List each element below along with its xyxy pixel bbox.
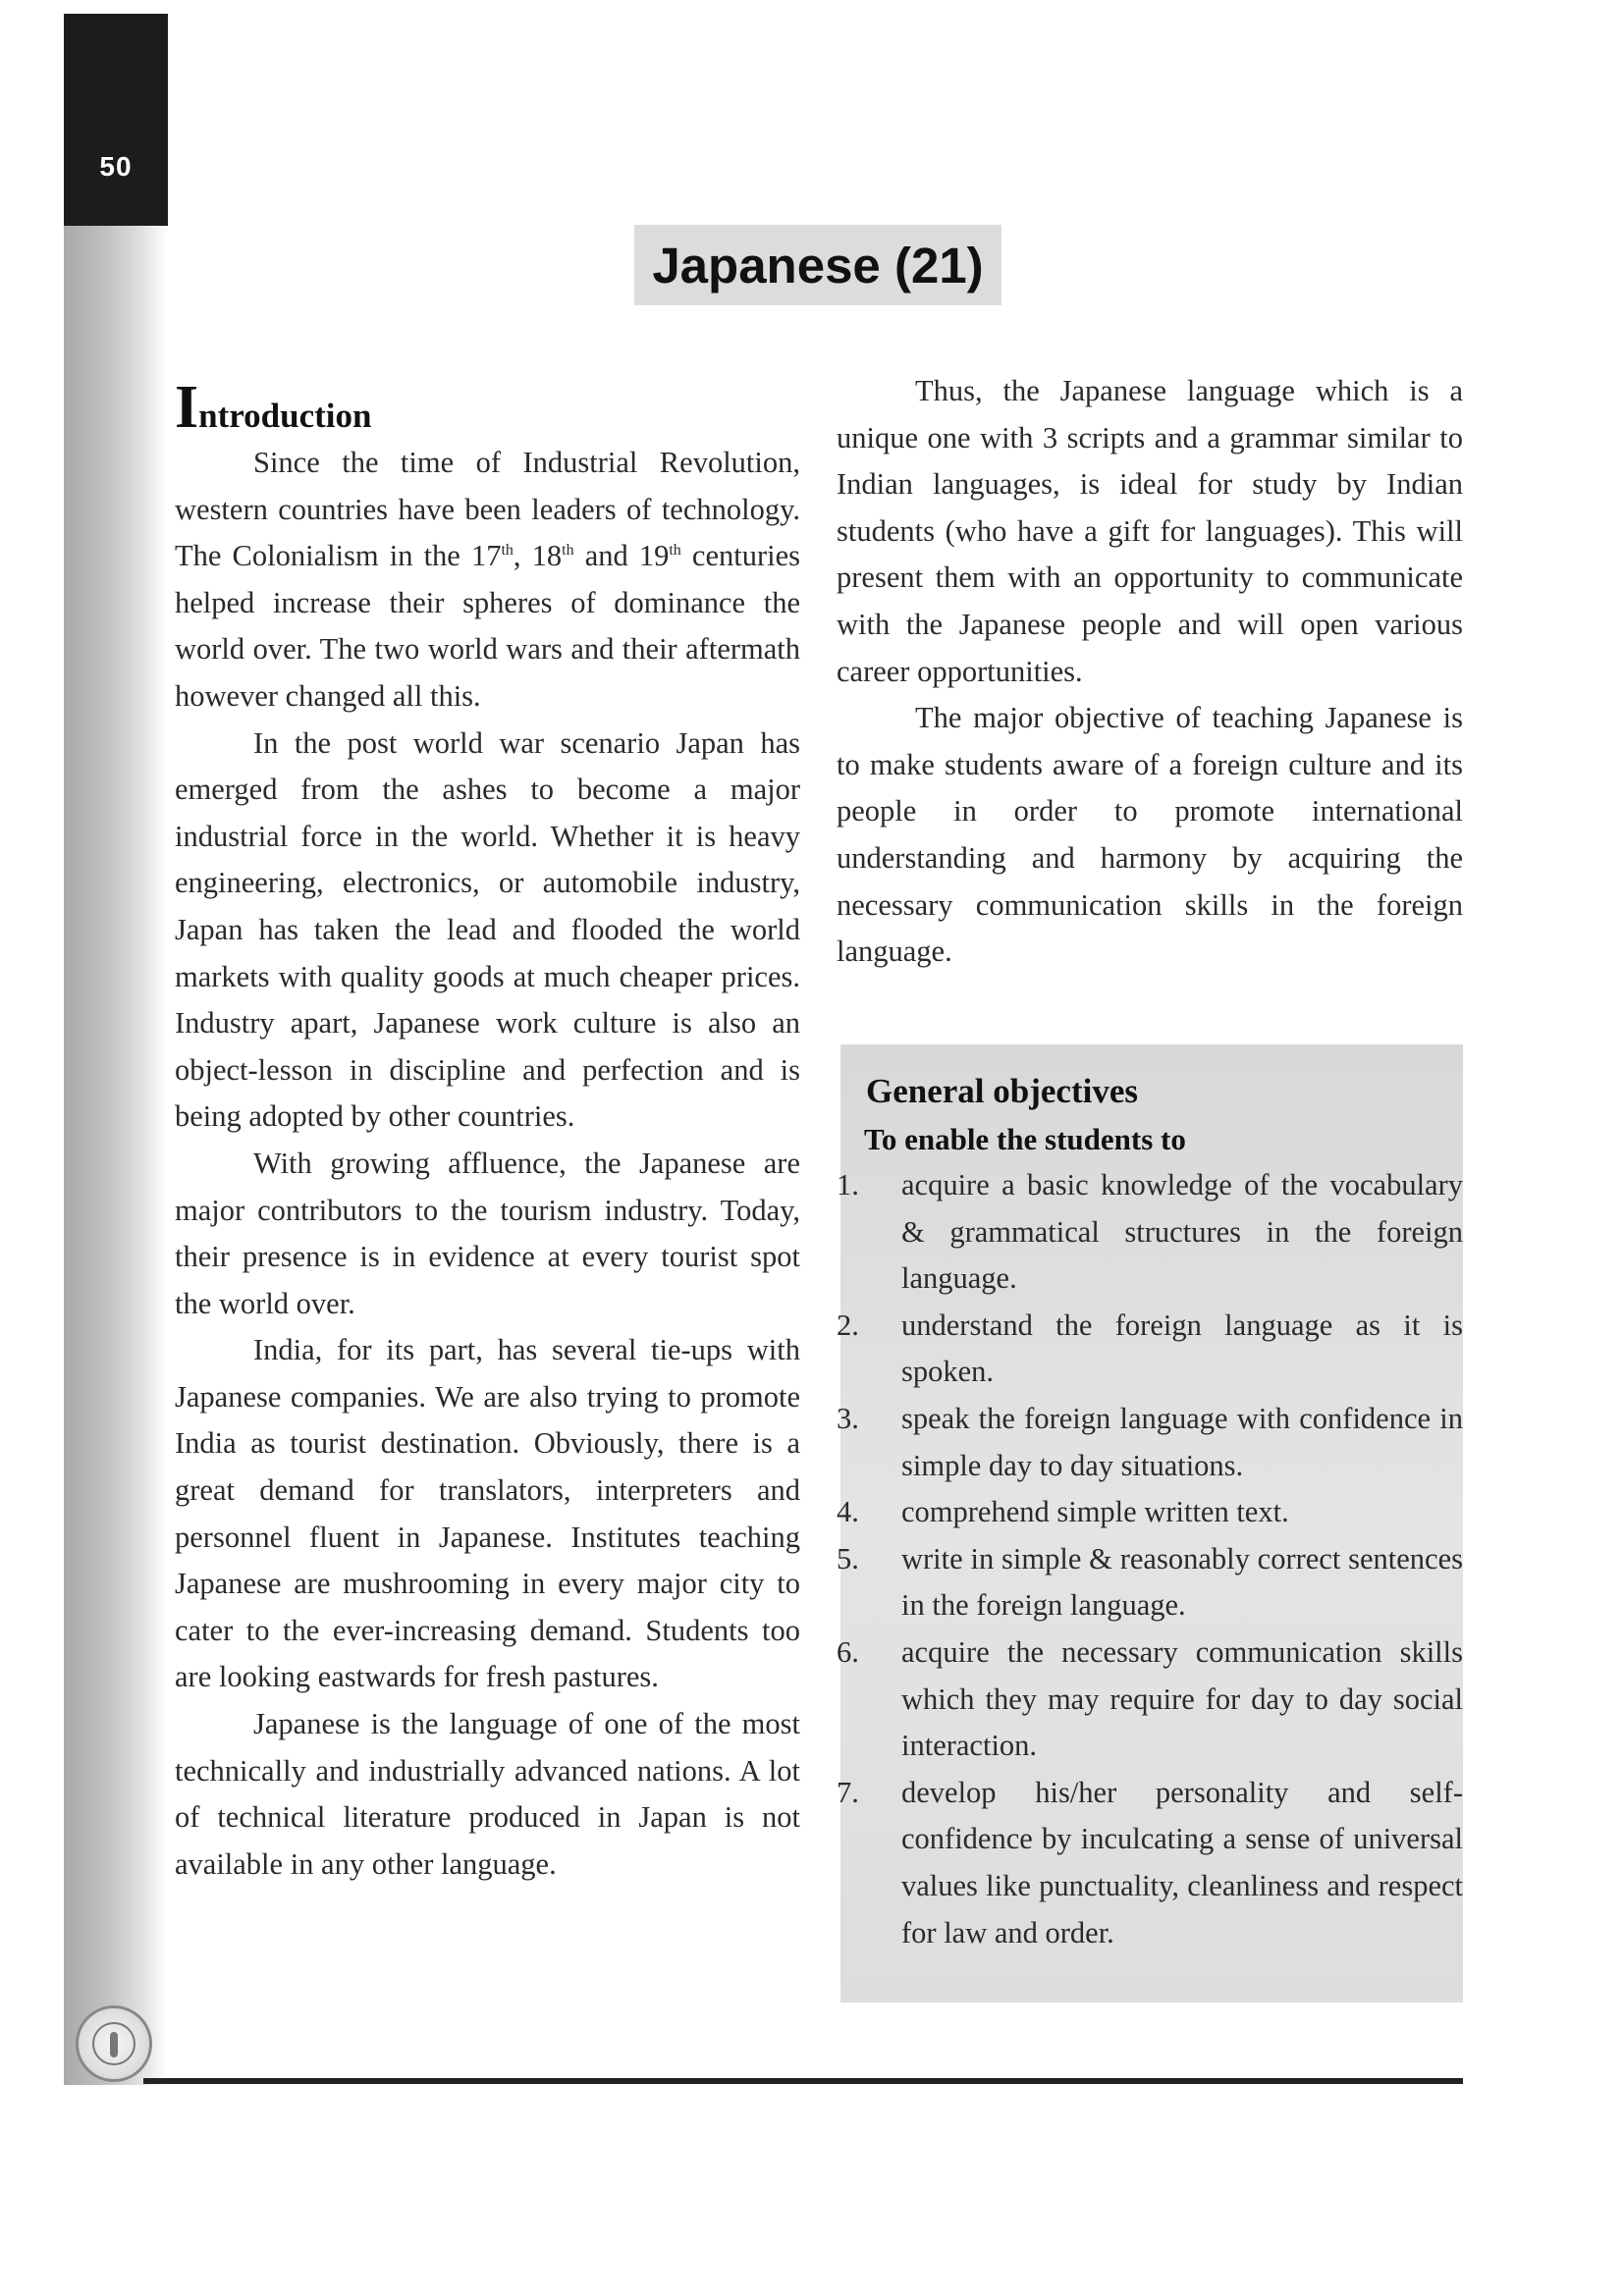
list-item [837,1536,1463,1629]
item-number: 3. [837,1401,859,1435]
left-column [175,374,800,1888]
para1-text-a: Since the time of Industrial Revolution, western countries have been leaders of technology. The Colonialism in the 17 [175,446,800,573]
emblem-logo-icon [76,2005,152,2082]
para1-text-d: centuries helped increase their spheres of dominance the world over. The two world wars and their aftermath however changed all this. [175,539,800,713]
objectives-content [837,1067,1463,1956]
ordinal-sup-17: th [501,542,514,560]
heading-initial: I [175,374,199,441]
intro-paragraph-6: Thus, the Japanese language which is a unique one with 3 scripts and a grammar similar to Indian languages, is ideal for study by Indian students (who have a gift for languages). This will present them with an opportunity to communicate with the Japanese people and will open various career opportunities. [837,374,1463,688]
list-item [837,1770,1463,1956]
page-number: 50 [99,151,133,182]
list-item [837,1489,1463,1536]
item-number: 7. [837,1775,859,1809]
page-title: Japanese (21) [652,237,984,294]
intro-paragraph-3: With growing affluence, the Japanese are major contributors to the tourism industry. Today, their presence is in evidence at every tourist spot the world over. [175,1146,800,1320]
heading-rest: ntroduction [198,397,372,435]
list-item [837,1162,1463,1303]
item-number: 2. [837,1308,859,1342]
intro-paragraph-2: In the post world war scenario Japan has emerged from the ashes to become a major industrial force in the world. Whether it is heavy engineering, electronics, or automobile industry, Japan has taken the lead and flooded the world markets with quality goods at much cheaper prices. Industry apart, Japanese work culture is also an object-lesson in discipline and perfection and is being adopted by other countries. [175,725,800,1134]
list-item [837,1629,1463,1770]
item-number: 4. [837,1495,859,1529]
section-heading [175,374,800,442]
intro-paragraph-4: India, for its part, has several tie-ups with Japanese companies. We are also trying to promote India as tourist destination. Obviously, there is a great demand for translators, interpreters and personnel fluent in Japanese. Institutes teaching Japanese are mushrooming in every major city to cater to the ever-increasing demand. Students too are looking eastwards for fresh pastures. [175,1333,800,1694]
intro-paragraph-1 [175,440,800,721]
item-text: understand the foreign language as it is spoken. [901,1308,1463,1389]
footer-divider [143,2078,1463,2084]
list-item [837,1303,1463,1396]
item-text: acquire the necessary communication skills which they may require for day to day social interaction. [901,1634,1463,1763]
item-number: 6. [837,1634,859,1669]
objectives-subheading: To enable the students to [864,1122,1186,1156]
item-text: comprehend simple written text. [901,1495,1289,1529]
intro-paragraph-5: Japanese is the language of one of the most technically and industrially advanced nations. A lot of technical literature produced in Japan is not available in any other language. [175,1707,800,1881]
title-banner [634,225,1001,305]
list-item [837,1396,1463,1489]
page-number-tab [64,14,168,226]
item-text: write in simple & reasonably correct sentences in the foreign language. [901,1541,1463,1623]
item-number: 5. [837,1541,859,1575]
para1-text-c: and 19 [573,539,670,573]
side-margin-strip [64,14,168,2085]
item-text: acquire a basic knowledge of the vocabulary & grammatical structures in the foreign language. [901,1168,1463,1296]
objectives-heading: General objectives [866,1072,1138,1110]
intro-paragraph-7: The major objective of teaching Japanese is to make students aware of a foreign culture and its people in order to promote international understanding and harmony by acquiring the necessary communication skills in the foreign language. [837,701,1463,969]
objectives-list [837,1162,1463,1956]
para1-text-b: , 18 [513,539,563,573]
emblem-mark [110,2032,118,2057]
right-column [837,368,1463,976]
item-text: speak the foreign language with confidence in simple day to day situations. [901,1401,1463,1482]
ordinal-sup-19: th [669,542,681,560]
item-number: 1. [837,1168,859,1201]
ordinal-sup-18: th [562,542,574,560]
item-text: develop his/her personality and self-confidence by inculcating a sense of universal values like punctuality, cleanliness and respect for law and order. [901,1775,1463,1949]
